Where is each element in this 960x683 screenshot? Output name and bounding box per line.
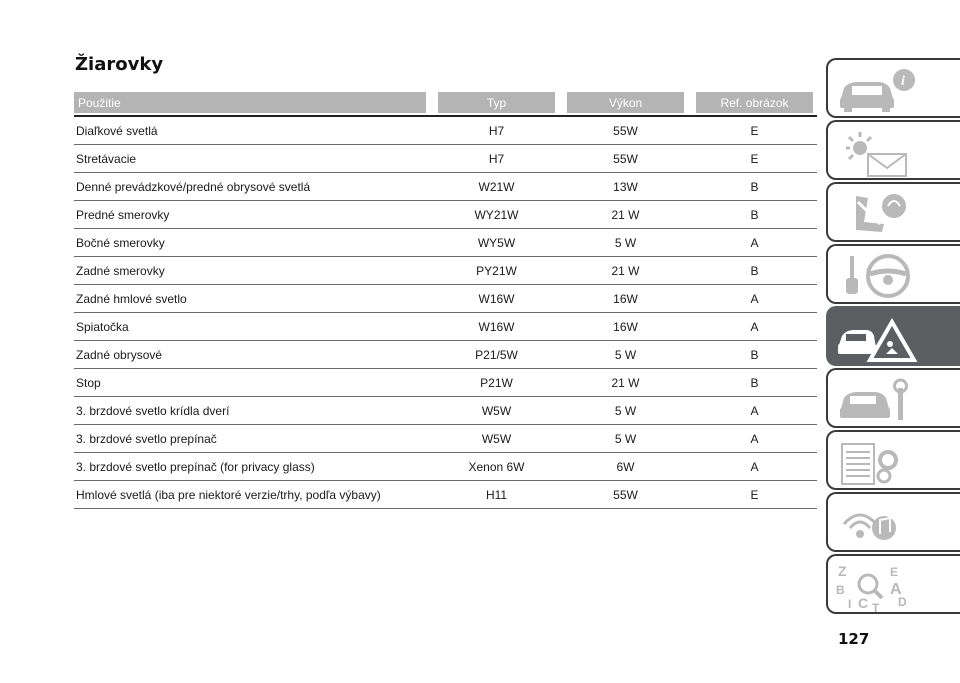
tab-technical-data[interactable] [826,430,960,490]
cell-ref-figure: B [750,207,759,222]
svg-text:C: C [858,595,869,611]
cell-type: W21W [478,179,515,194]
cell-type: W16W [478,291,515,306]
svg-text:D: D [898,595,907,609]
header-ref-figure: Ref. obrázok [696,92,813,113]
cell-usage: Zadné hmlové svetlo [76,291,187,306]
cell-usage: Bočné smerovky [76,235,165,250]
cell-ref-figure: E [750,123,759,138]
cell-type: H7 [488,151,505,166]
cell-usage: 3. brzdové svetlo krídla dverí [76,403,230,418]
cell-power: 21 W [611,263,640,278]
table-row [74,425,817,453]
tab-maintenance[interactable] [826,368,960,428]
seat-airbag-icon [834,188,934,240]
alphabetical-index-icon [834,560,934,612]
svg-text:A: A [890,581,902,598]
cell-usage: Stretávacie [76,151,137,166]
cell-power: 16W [613,291,638,306]
table-body [74,117,817,509]
cell-usage: Predné smerovky [76,207,170,222]
table-row [74,397,817,425]
cell-type: WY21W [474,207,519,222]
cell-ref-figure: A [750,235,759,250]
cell-type: W5W [481,403,512,418]
cell-ref-figure: E [750,151,759,166]
multimedia-icon [834,498,934,550]
table-row [74,201,817,229]
svg-text:E: E [890,565,899,579]
car-info-icon [834,64,934,116]
cell-ref-figure: A [750,403,759,418]
svg-text:B: B [836,583,845,597]
tab-safety[interactable] [826,182,960,242]
header-type: Typ [438,92,555,113]
table-row [74,257,817,285]
cell-power: 55W [613,123,638,138]
svg-text:I: I [848,597,852,611]
svg-text:T: T [872,601,880,612]
cell-type: P21W [480,375,513,390]
table-row [74,341,817,369]
cell-usage: 3. brzdové svetlo prepínač (for privacy glass) [76,459,315,474]
warning-lights-message-icon [834,126,934,178]
cell-power: 21 W [611,207,640,222]
cell-power: 55W [613,151,638,166]
svg-text:Z: Z [838,563,847,579]
cell-type: Xenon 6W [468,459,525,474]
tab-multimedia[interactable] [826,492,960,552]
key-steering-wheel-icon [834,250,934,302]
cell-power: 16W [613,319,638,334]
cell-type: PY21W [476,263,517,278]
tab-starting-driving[interactable] [826,244,960,304]
cell-power: 6W [616,459,635,474]
cell-ref-figure: B [750,375,759,390]
page-number: 127 [838,630,870,648]
cell-type: W5W [481,431,512,446]
cell-usage: Stop [76,375,101,390]
header-power: Výkon [567,92,684,113]
cell-type: W16W [478,319,515,334]
cell-ref-figure: A [750,291,759,306]
table-row [74,369,817,397]
cell-type: H11 [485,487,508,502]
header-usage: Použitie [74,92,426,113]
cell-ref-figure: B [750,263,759,278]
cell-type: H7 [488,123,505,138]
tab-in-emergency[interactable] [826,306,960,366]
cell-ref-figure: A [750,459,759,474]
cell-type: P21/5W [475,347,518,362]
cell-ref-figure: A [750,319,759,334]
technical-data-icon [834,436,934,488]
table-row [74,285,817,313]
cell-usage: Hmlové svetlá (iba pre niektoré verzie/trhy, podľa výbavy) [76,487,381,502]
car-maintenance-icon [834,374,934,426]
cell-usage: Zadné obrysové [76,347,163,362]
svg-text:i: i [901,74,905,89]
cell-ref-figure: B [750,179,759,194]
table-row [74,481,817,509]
cell-usage: 3. brzdové svetlo prepínač [76,431,217,446]
table-row [74,173,817,201]
cell-power: 5 W [614,431,637,446]
table-row [74,145,817,173]
cell-power: 5 W [614,403,637,418]
table-row [74,229,817,257]
tab-car-info[interactable] [826,58,960,118]
cell-ref-figure: E [750,487,759,502]
cell-ref-figure: A [750,431,759,446]
cell-type: WY5W [477,235,516,250]
cell-power: 5 W [614,347,637,362]
cell-usage: Spiatočka [76,319,129,334]
cell-power: 55W [613,487,638,502]
cell-power: 13W [613,179,638,194]
page-title: Žiarovky [75,54,164,75]
cell-usage: Diaľkové svetlá [76,123,158,138]
car-breakdown-warning-icon [834,312,934,364]
table-row [74,313,817,341]
table-row [74,453,817,481]
bulb-table [74,92,817,509]
cell-power: 21 W [611,375,640,390]
tab-index[interactable] [826,554,960,614]
cell-ref-figure: B [750,347,759,362]
tab-warning-lights[interactable] [826,120,960,180]
table-row [74,117,817,145]
cell-power: 5 W [614,235,637,250]
cell-usage: Denné prevádzkové/predné obrysové svetlá [76,179,311,194]
table-header [74,92,817,113]
cell-usage: Zadné smerovky [76,263,165,278]
